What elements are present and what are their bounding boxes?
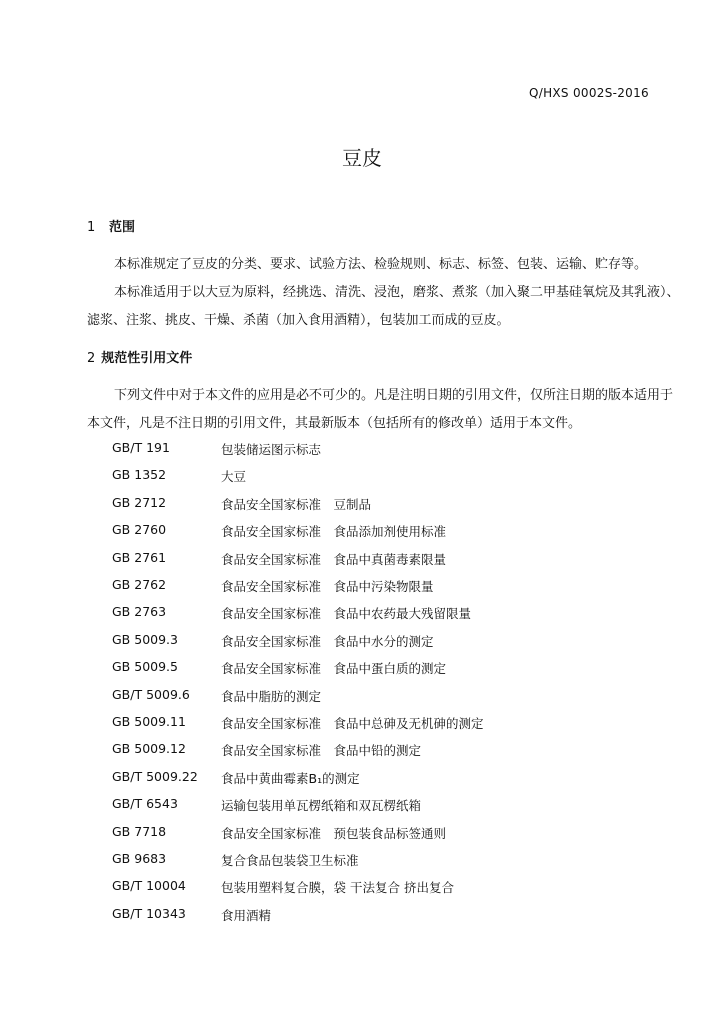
reference-name: 食用酒精 — [221, 907, 272, 923]
document-code: Q/HXS 0002S-2016 — [529, 86, 649, 100]
reference-name: 食品安全国家标准 预包装食品标签通则 — [221, 825, 447, 841]
reference-code: GB 2762 — [112, 577, 167, 592]
reference-code: GB 5009.5 — [112, 659, 178, 675]
section-2-title: 规范性引用文件 — [101, 351, 193, 366]
reference-code: GB 2763 — [112, 604, 167, 620]
reference-name: 食品安全国家标准 食品中蛋白质的测定 — [221, 661, 447, 677]
reference-code: GB 5009.11 — [112, 714, 186, 729]
reference-code: GB/T 191 — [112, 440, 170, 455]
reference-code: GB/T 5009.6 — [112, 686, 190, 702]
reference-name: 运输包装用单瓦楞纸箱和双瓦楞纸箱 — [221, 798, 422, 814]
reference-code: GB/T 6543 — [112, 796, 178, 812]
section-1-heading — [87, 216, 135, 235]
scope-paragraph-2-line-2: 滤浆、注浆、挑皮、干燥、杀菌（加入食用酒精），包装加工而成的豆皮。 — [87, 313, 510, 328]
reference-code: GB/T 10343 — [112, 905, 186, 921]
reference-code: GB 1352 — [112, 467, 167, 483]
reference-name: 食品安全国家标准 豆制品 — [221, 496, 372, 512]
reference-code: GB 2761 — [112, 549, 167, 565]
reference-code: GB 7718 — [112, 823, 167, 839]
reference-name: 大豆 — [221, 469, 247, 485]
section-2-heading — [87, 347, 192, 366]
reference-code: GB/T 5009.22 — [112, 768, 198, 784]
reference-code: GB 5009.12 — [112, 741, 186, 757]
reference-name: 食品安全国家标准 食品中总砷及无机砷的测定 — [221, 716, 484, 731]
reference-name: 包装用塑料复合膜，袋 干法复合 挤出复合 — [221, 880, 454, 896]
reference-code: GB/T 10004 — [112, 878, 186, 894]
reference-code: GB 2760 — [112, 522, 167, 538]
scope-paragraph-1: 本标准规定了豆皮的分类、要求、试验方法、检验规则、标志、标签、包装、运输、贮存等。 — [114, 257, 648, 272]
reference-name: 食品安全国家标准 食品添加剂使用标准 — [221, 524, 447, 540]
reference-name: 食品安全国家标准 食品中污染物限量 — [221, 579, 434, 594]
reference-code: GB 9683 — [112, 851, 167, 866]
reference-name: 复合食品包装袋卫生标准 — [221, 853, 359, 868]
reference-name: 包装储运图示标志 — [221, 442, 322, 457]
scope-paragraph-2-line-1: 本标准适用于以大豆为原料，经挑选、清洗、浸泡，磨浆、煮浆（加入聚二甲基硅氧烷及其乳液）、 — [114, 285, 680, 300]
references-intro-line-1: 下列文件中对于本文件的应用是必不可少的。凡是注明日期的引用文件，仅所注日期的版本适用于 — [114, 388, 674, 403]
reference-name: 食品安全国家标准 食品中农药最大残留限量 — [221, 606, 472, 622]
section-2-number: 2 — [87, 351, 96, 366]
reference-code: GB 5009.3 — [112, 631, 178, 647]
reference-name: 食品安全国家标准 食品中水分的测定 — [221, 633, 434, 649]
page-title: 豆皮 — [342, 146, 382, 170]
section-1-number: 1 — [87, 220, 96, 235]
reference-name: 食品中脂肪的测定 — [221, 688, 322, 704]
reference-name: 食品中黄曲霉素B₁的测定 — [221, 770, 360, 786]
reference-name: 食品安全国家标准 食品中铅的测定 — [221, 743, 422, 759]
reference-name: 食品安全国家标准 食品中真菌毒素限量 — [221, 551, 447, 567]
section-1-title: 范围 — [109, 220, 136, 235]
reference-code: GB 2712 — [112, 494, 167, 510]
references-intro-line-2: 本文件，凡是不注日期的引用文件，其最新版本（包括所有的修改单）适用于本文件。 — [87, 416, 582, 431]
